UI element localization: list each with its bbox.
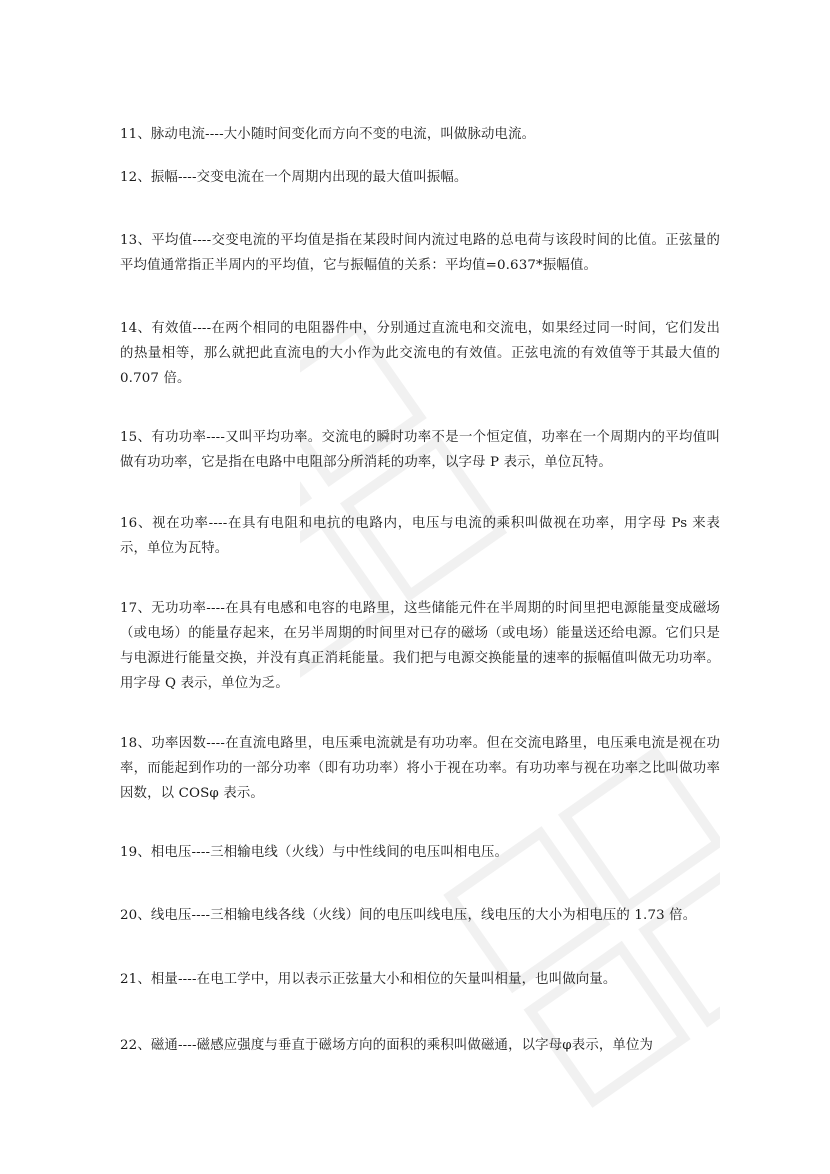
paragraph-16: 16、视在功率----在具有电阻和电抗的电路内，电压与电流的乘积叫做视在功率，用字母 Ps 来表示，单位为瓦特。 bbox=[120, 516, 720, 556]
paragraph-19: 19、相电压----三相输电线（火线）与中性线间的电压叫相电压。 bbox=[120, 845, 509, 860]
paragraph-18: 18、功率因数----在直流电路里，电压乘电流就是有功功率。但在交流电路里，电压乘电流是视在功率，而能起到作功的一部分功率（即有功功率）将小于视在功率。有功功率与视在功率之比叫做功率因数，以 COSφ 表示。 bbox=[120, 736, 720, 801]
paragraph-20: 20、线电压----三相输电线各线（火线）间的电压叫线电压，线电压的大小为相电压的 1.73 倍。 bbox=[120, 908, 697, 923]
paragraph-22: 22、磁通----磁感应强度与垂直于磁场方向的面积的乘积叫做磁通，以字母φ表示，单位为 bbox=[120, 1038, 654, 1053]
paragraph-21: 21、相量----在电工学中，用以表示正弦量大小和相位的矢量叫相量，也叫做向量。 bbox=[120, 972, 617, 987]
paragraph-13: 13、平均值----交变电流的平均值是指在某段时间内流过电路的总电荷与该段时间的比值。正弦量的平均值通常指正半周内的平均值，它与振幅值的关系：平均值=0.637*振幅值。 bbox=[120, 233, 720, 273]
paragraph-11: 11、脉动电流----大小随时间变化而方向不变的电流，叫做脉动电流。 bbox=[120, 127, 536, 142]
paragraph-12: 12、振幅----交变电流在一个周期内出现的最大值叫振幅。 bbox=[120, 170, 468, 185]
paragraph-14: 14、有效值----在两个相同的电阻器件中，分别通过直流电和交流电，如果经过同一时间，它们发出的热量相等，那么就把此直流电的大小作为此交流电的有效值。正弦电流的有效值等于其最大值的 0.707 倍。 bbox=[120, 321, 720, 386]
paragraph-17: 17、无功功率----在具有电感和电容的电路里，这些储能元件在半周期的时间里把电源能量变成磁场（或电场）的能量存起来，在另半周期的时间里对已存的磁场（或电场）能量送还给电源。它们只是与电源进行能量交换，并没有真正消耗能量。我们把与电源交换能量的速率的振幅值叫做无功功率。用字母 Q 表示，单位为乏。 bbox=[120, 601, 720, 691]
paragraph-15: 15、有功功率----又叫平均功率。交流电的瞬时功率不是一个恒定值，功率在一个周期内的平均值叫做有功功率，它是指在电路中电阻部分所消耗的功率，以字母 P 表示，单位瓦特。 bbox=[120, 430, 720, 470]
